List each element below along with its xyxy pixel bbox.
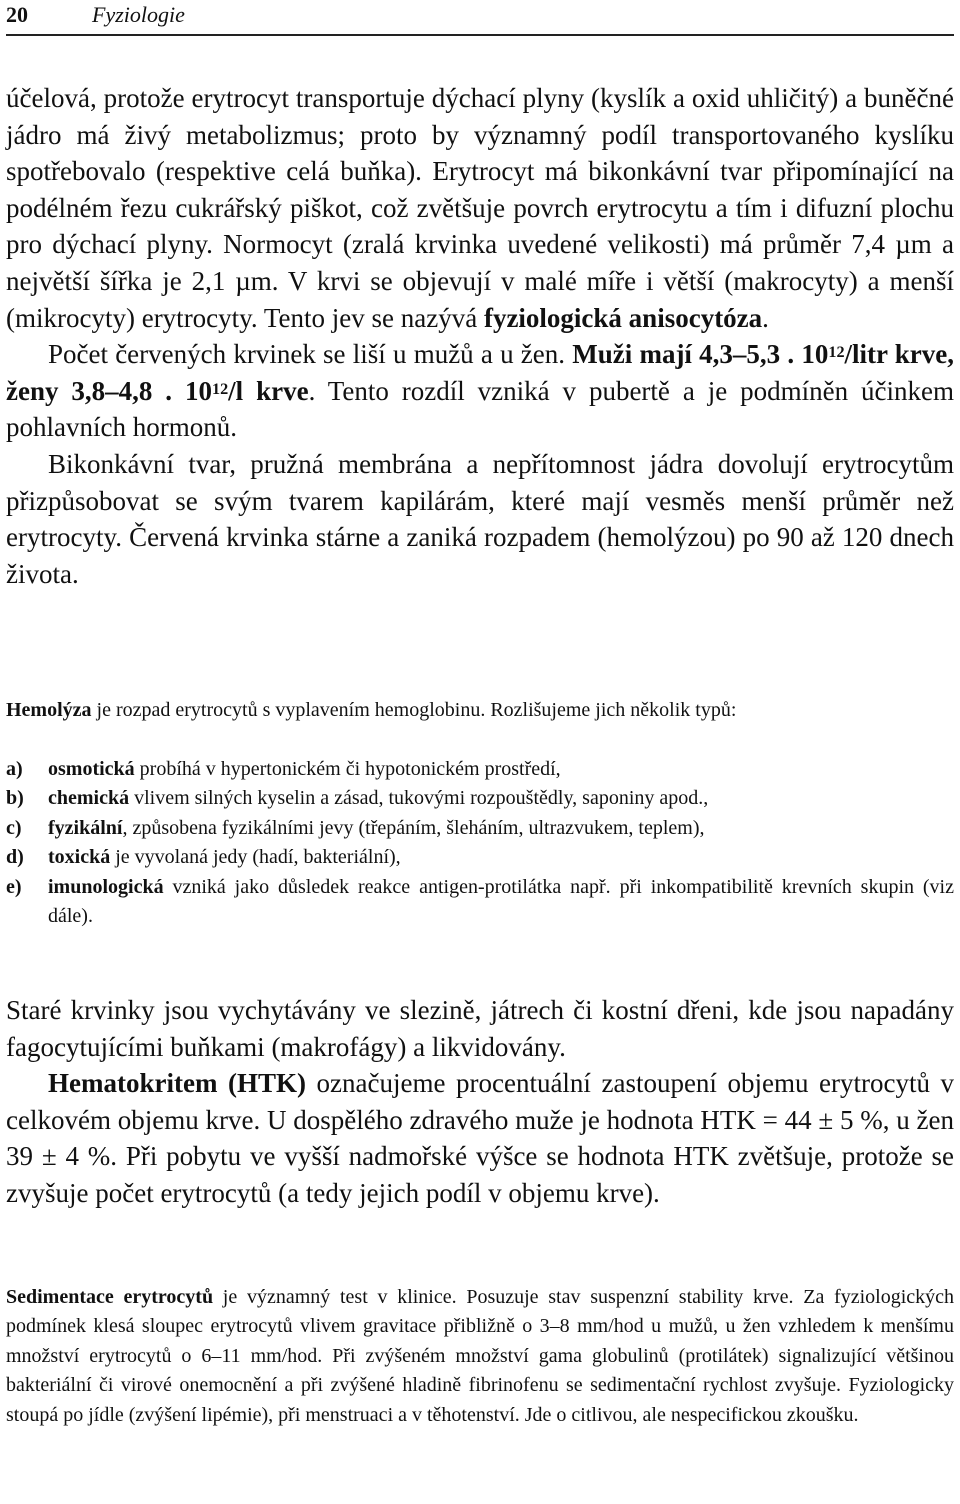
term-sedimentation: Sedimentace erytrocytů (6, 1286, 214, 1308)
count-values: Muži mají 4,3–5,3 . $10^{12}$/litr krve, ženy 3,8–4,8 . $10^{12}/l$ krve (6, 339, 954, 406)
paragraph-hematocrit: Hematokritem (HTK) označujeme procentuální zastoupení objemu erytrocytů v celkovém objemu krve. U dospělého zdravého muže je hodnota HTK = 44 ± 5 %, u žen 39 ± 4 %. Při pobytu ve vyšší nadmořské výšce se hodnota HTK zvětšuje, protože se zvyšuje počet erytrocytů (a tedy jejich podíl v objemu krve). (6, 1068, 954, 1208)
term-hemolysis: Hemolýza (6, 699, 92, 721)
list-item: c) fyzikální, způsobena fyzikálními jevy (třepáním, šleháním, ultrazvukem, teplem), (6, 816, 705, 839)
paragraph-old-cells: Staré krvinky jsou vychytávány ve slezině, játrech či kostní dřeni, kde jsou napadány fagocytujícími buňkami (makrofágy) a likvidovány. (6, 995, 954, 1062)
term-anisocytosis: fyziologická anisocytóza (483, 302, 763, 333)
list-item: e) imunologická vzniká jako důsledek reakce antigen-protilátka např. při inkompatibilitě krevních skupin (viz dále). (6, 875, 954, 928)
hemolysis-intro: Hemolýza je rozpad erytrocytů s vyplavením hemoglobinu. Rozlišujeme jich několik typů: (6, 699, 737, 721)
list-item: d) toxická je vyvolaná jedy (hadí, bakteriální), (6, 846, 401, 869)
term-hematocrit: Hematokritem (HTK) (48, 1068, 306, 1099)
hematocrit-section (6, 992, 954, 1212)
list-item: b) chemická vlivem silných kyselin a zásad, tukovými rozpouštědly, saponiny apod., (6, 787, 709, 810)
paragraph-erythrocyte-shape: účelová, protože erytrocyt transportuje dýchací plyny (kyslík a oxid uhličitý) a buněčné jádro má živý metabolizmus; proto by významný podíl transportovaného kyslíku spotřebovalo (respektive celá buňka). Erytrocyt má bikonkávní tvar připomínající na podélném řezu cukrářský piškot, což zvětšuje povrch erytrocytu a tím i difuzní plochu pro dýchací plyny. Normocyt (zralá krvinka uvedené velikosti) má průměr 7,4 µm a největší šířka je 2,1 µm. V krvi se objevují v malé míře i větší (makrocyty) a menší (mikrocyty) erytrocyty. Tento jev se nazývá fyziologická anisocytóza. (6, 83, 954, 333)
paragraph-red-cell-count: Počet červených krvinek se liší u mužů a u žen. Muži mají 4,3–5,3 . $10^{12}$/litr krve, ženy 3,8–4,8 . $10^{12}/l$ krve. Tento rozdíl vzniká v pubertě a je podmíněn účinkem pohlavních hormonů. (6, 339, 954, 443)
paragraph-biconcave: Bikonkávní tvar, pružná membrána a nepřítomnost jádra dovolují erytrocytům přizpůsobovat se svým tvarem kapilárám, které mají vesměs menší průměr než erytrocyty. Červená krvinka stárne a zaniká rozpadem (hemolýzou) po 90 až 120 dnech života. (6, 448, 954, 589)
erythrocyte-section (6, 80, 954, 592)
running-title: Fyziologie (92, 2, 185, 27)
sedimentation-section: Sedimentace erytrocytů je významný test v klinice. Posuzuje stav suspenzní stability krve. Za fyziologických podmínek klesá sloupec erytrocytů vlivem gravitace přibližně o 3–8 mm/hod u mužů, u žen vzhledem k menšímu množství erytrocytů o 6–11 mm/hod. Při zvýšeném množství gama globulinů (protilátek) signalizující většinou bakteriální či virové onemocnění a při zvýšené hladině fibrinofenu se sedimentační rychlost zvyšuje. Fyziologicky stoupá po jídle (zvýšení lipémie), při menstruaci a v těhotenství. Jde o citlivou, ale nespecifickou zkoušku. (6, 1286, 955, 1426)
page-header (6, 0, 954, 36)
page-number: 20 (6, 2, 28, 27)
list-item: a) osmotická probíhá v hypertonickém či hypotonickém prostředí, (6, 758, 561, 780)
hemolysis-types-list (6, 755, 954, 931)
